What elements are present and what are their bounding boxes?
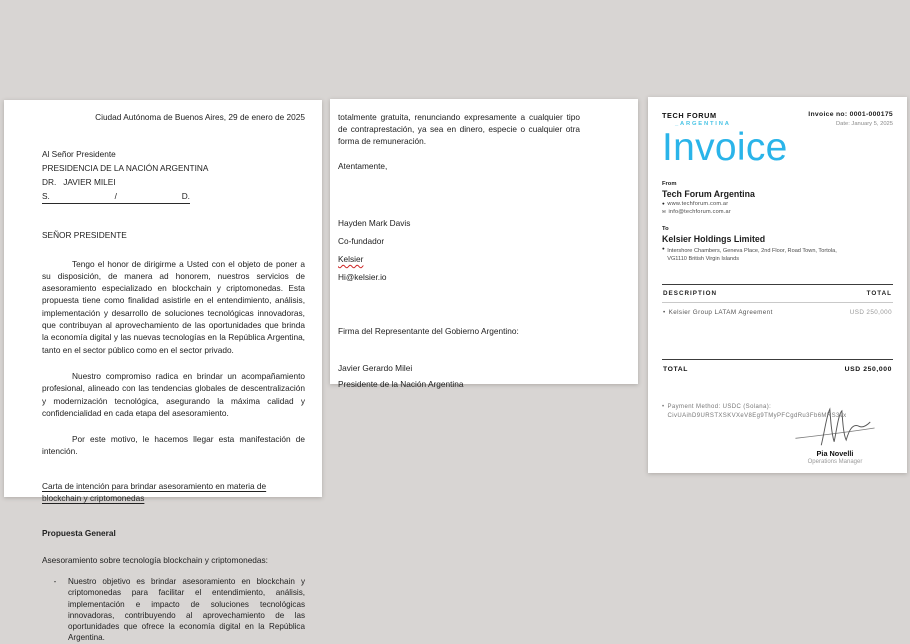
email-line [662, 209, 893, 215]
sd-slash: / [114, 191, 117, 202]
mail-icon: ✉ [662, 209, 666, 215]
table-row [662, 303, 893, 322]
letter-underlined-heading: Carta de intención para brindar asesoramiento en materia de blockchain y criptomonedas [42, 480, 267, 504]
website-line [662, 201, 893, 207]
total-value: USD 250,000 [844, 365, 892, 373]
from-block [662, 181, 893, 215]
total-label: TOTAL [663, 365, 689, 373]
signer-company: Kelsier [338, 254, 364, 264]
to-block [662, 226, 893, 263]
signer-role: Co-fundador [338, 236, 385, 246]
globe-icon: ● [662, 200, 665, 206]
letter-paragraph-3: Por este motivo, le hacemos llegar esta manifestación de intención. [42, 434, 305, 457]
letter-paragraph-2: Nuestro compromiso radica en brindar un acompañamiento profesional, alineado con las tendencias globales de descentralización y modernización tecnológica, asegurando la máxima calidad y confidencialidad en cada etapa del asesoramiento. [42, 370, 305, 418]
email-text: info@techforum.com.ar [668, 209, 731, 216]
list-intro: Asesoramiento sobre tecnología blockchain y criptomonedas: [42, 554, 268, 565]
from-name: Tech Forum Argentina [662, 189, 755, 199]
invoice-title: Invoice [662, 126, 788, 169]
invoice-date: Date: January 5, 2025 [835, 121, 893, 127]
to-name: Kelsier Holdings Limited [662, 234, 766, 245]
brand-logo [662, 111, 731, 127]
closing-line: Atentamente, [338, 161, 388, 171]
invoice-number: Invoice no: 0001-000175 [808, 111, 893, 118]
location-pin-icon: ● [662, 245, 665, 251]
salutation: SEÑOR PRESIDENTE [42, 230, 127, 241]
section-heading: Propuesta General [42, 528, 116, 539]
signer-name: Hayden Mark Davis [338, 218, 411, 228]
invoice-page [648, 97, 907, 473]
invoice-table [662, 284, 893, 379]
recipient-block [42, 147, 305, 204]
sd-right: D. [181, 191, 190, 202]
from-label: From [662, 181, 677, 187]
letter-paragraph-1: Tengo el honor de dirigirme a Usted con el objeto de poner a su disposición, de manera ad honorem, nuestros servicios de asesoramiento especializado en blockchain y criptomonedas. Esta propuesta tiene como finalidad asistirle en el entendimiento, análisis, implementación y desarrollo de soluciones tecnológicas innovadoras, que contribuyan al aprovechamiento de las oportunidades que brinda la economía digital y las nuevas tecnologías en la República Argentina, tanto en el sector público como en el sector privado. [42, 258, 305, 355]
signature-scribble-icon [792, 405, 878, 451]
recipient-line: PRESIDENCIA DE LA NACIÓN ARGENTINA [42, 163, 209, 174]
recipient-line: Al Señor Presidente [42, 149, 116, 160]
letter-paragraph-continued: totalmente gratuita, renunciando expresamente a cualquier tipo de contraprestación, ya sea en dinero, especie o cualquier otra forma de remuneración. [338, 112, 580, 146]
gov-signer-role: Presidente de la Nación Argentina [338, 379, 464, 389]
letter-date-line: Ciudad Autónoma de Buenos Aires, 29 de enero de 2025 [95, 112, 305, 122]
column-header-total: TOTAL [866, 289, 892, 297]
row-description: Kelsier Group LATAM Agreement [668, 308, 773, 316]
signer-email: Hi@kelsier.io [338, 272, 387, 282]
payment-method-label: Payment Method: USDC (Solana): [667, 403, 772, 410]
brand-name-top: TECH FORUM [662, 111, 717, 120]
invoice-signer-name: Pia Novelli [816, 449, 854, 458]
invoice-signature-block [775, 405, 895, 465]
s-slash-d-line [42, 190, 190, 204]
bullet-item [42, 576, 305, 644]
to-address-line [662, 247, 857, 264]
gov-signer-name: Javier Gerardo Milei [338, 363, 413, 373]
letter-page-2 [330, 99, 638, 389]
to-address-text: Intershore Chambers, Geneva Place, 2nd Floor, Road Town, Tortola, VG1110 British Virgin Islands [667, 247, 837, 263]
payment-bullet: • [662, 403, 665, 410]
invoice-meta [808, 111, 893, 127]
sd-left: S. [42, 191, 50, 202]
bullet-text: Nuestro objetivo es brindar asesoramiento en blockchain y criptomonedas para facilitar el entendimiento, análisis, implementación e impacto de soluciones tecnológicas innovadoras, contribuyendo al aprovechamiento de las oportunidades que ofrece la economía digital en la República Argentina. [68, 576, 305, 643]
recipient-line: DR. JAVIER MILEI [42, 177, 116, 188]
website-text: www.techforum.com.ar [667, 201, 729, 208]
to-label: To [662, 226, 669, 233]
table-header-row [662, 284, 893, 303]
payment-wallet-address: CivUAihD9URSTXSKVXeV8Eg9TMyPFCgdRu3Fb6MRS3vx [667, 412, 847, 419]
letter-page-1 [4, 100, 322, 643]
signature-line-label: Firma del Representante del Gobierno Argentino: [338, 326, 519, 336]
signer-block [338, 218, 580, 283]
brand-name-bottom: _ARGENTINA [675, 121, 731, 127]
row-bullet: • [663, 308, 666, 316]
column-header-description: DESCRIPTION [663, 289, 718, 297]
invoice-signer-role: Operations Manager [807, 459, 863, 465]
row-total: USD 250,000 [849, 308, 892, 316]
invoice-header [662, 111, 893, 127]
table-total-row [662, 359, 893, 379]
bullet-marker: - [53, 575, 57, 586]
